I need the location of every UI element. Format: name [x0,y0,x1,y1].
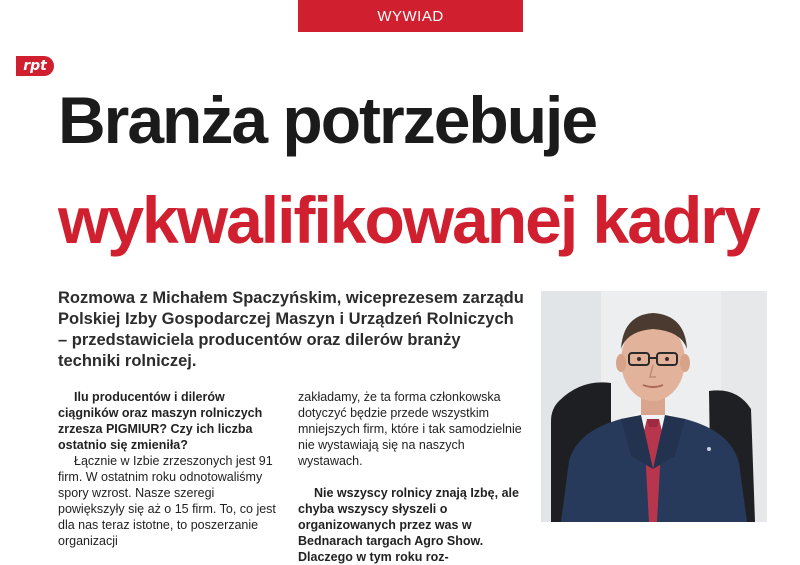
headline-line-2: wykwalifikowanej kadry [58,183,759,257]
headline-line-1: Branża potrzebuje [58,83,597,157]
article-column-1 [58,389,282,549]
magazine-logo: rpt [16,56,54,76]
interview-answer-continued: zakładamy, że ta forma członkowska dotyczyć będzie przede wszystkim mniejszych firm, które i tak samodzielnie nie wystawiają się na naszych wystawach. [298,390,522,468]
portrait-illustration [541,291,767,522]
lead-paragraph: Rozmowa z Michałem Spaczyńskim, wiceprezesem zarządu Polskiej Izby Gospodarczej Maszyn i Urządzeń Rolniczych – przedstawiciela producentów oraz dilerów branży techniki rolniczej. [58,289,524,370]
interview-question: Nie wszyscy rolnicy znają Izbę, ale chyba wszyscy słyszeli o organizowanych przez was w Bednarach targach Agro Show. Dlaczego w tym roku roz- [298,486,519,564]
interview-question: Ilu producentów i dilerów ciągników oraz maszyn rolniczych zrzesza PIGMIUR? Czy ich liczba ostatnio się zmieniła? [58,390,263,452]
portrait-photo [541,291,767,522]
interview-answer: Łącznie w Izbie zrzeszonych jest 91 firm. W ostatnim roku odnotowaliśmy spory wzrost. Nasze szeregi powiększyły się aż o 15 firm. To, co jest dla nas teraz istotne, to poszerzanie organizacji [58,454,276,548]
article-column-2 [298,389,524,565]
section-tag: WYWIAD [298,0,523,32]
